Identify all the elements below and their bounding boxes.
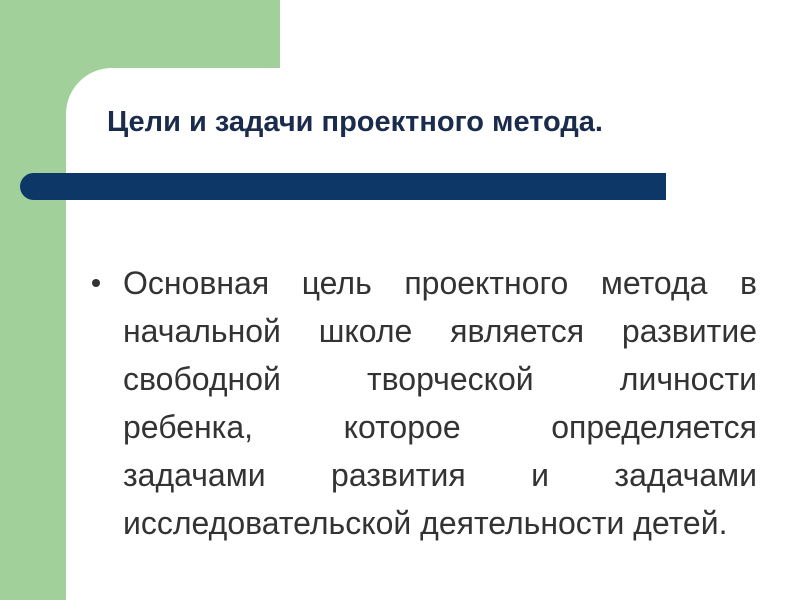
paragraph-line: исследовательской деятельности детей. xyxy=(123,505,728,541)
bullet-icon xyxy=(92,279,100,287)
bullet-paragraph xyxy=(123,259,757,547)
paragraph-line: свободной творческой личности xyxy=(123,361,757,397)
paragraph-line: ребенка, которое определяется xyxy=(123,409,757,445)
paragraph-line: начальной школе является развитие xyxy=(123,313,757,349)
green-accent-left xyxy=(0,0,66,600)
title-divider-bar xyxy=(20,173,666,200)
slide-title: Цели и задачи проектного метода. xyxy=(107,106,603,138)
paragraph-line: задачами развития и задачами xyxy=(123,457,757,493)
paragraph-line: Основная цель проектного метода в xyxy=(123,265,757,301)
